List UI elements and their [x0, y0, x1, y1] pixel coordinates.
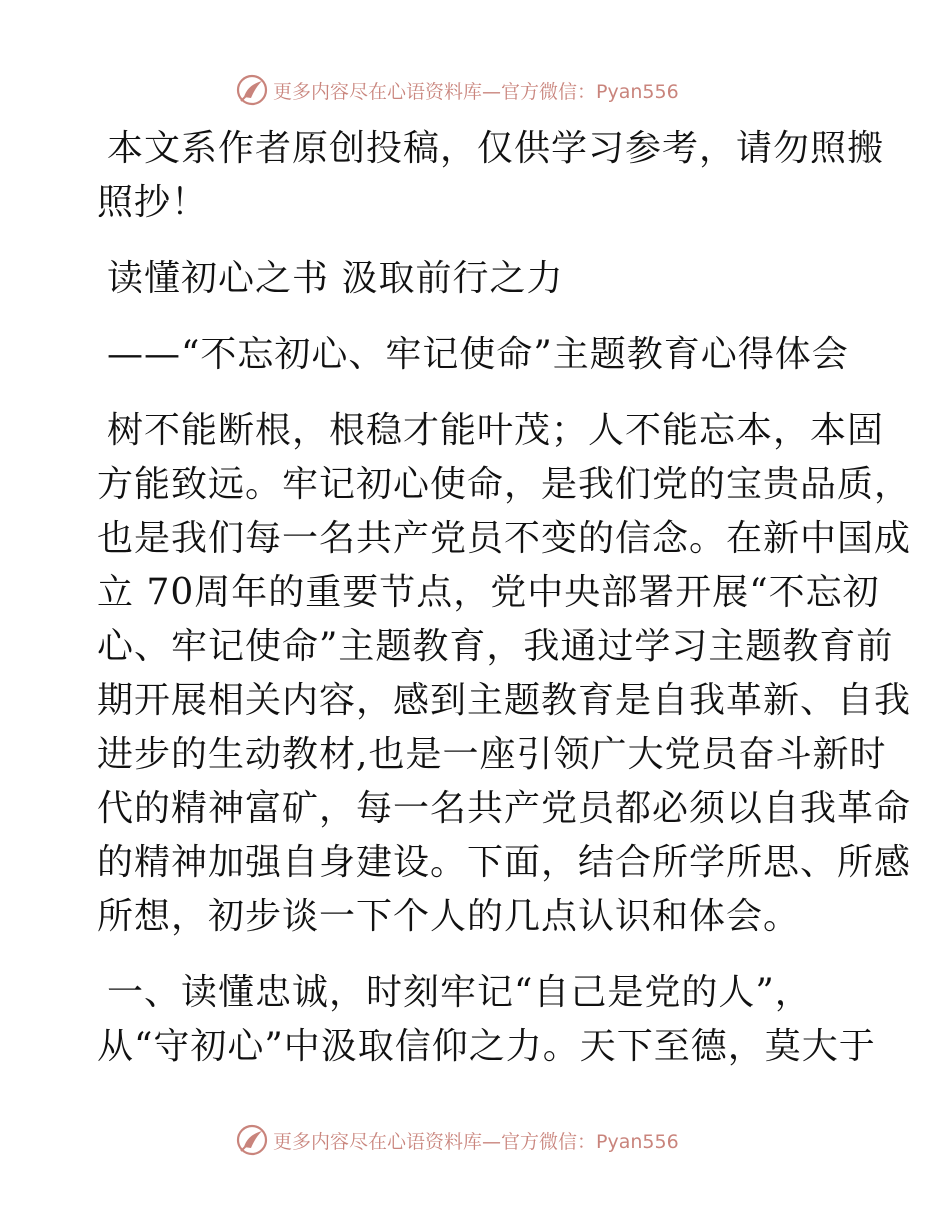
- document-subtitle: ——“不忘初心、牢记使命”主题教育心得体会: [107, 334, 849, 375]
- paragraph-line: 的精神加强自身建设。下面，结合所学所思、所感: [97, 842, 912, 883]
- watermark-text: 更多内容尽在心语资料库—官方微信：Pyan556: [273, 80, 679, 103]
- notice-line-2: 照抄！: [97, 182, 209, 223]
- paragraph-intro: [97, 404, 912, 944]
- paragraph-line: 期开展相关内容，感到主题教育是自我革新、自我: [97, 680, 912, 721]
- watermark-footer: [235, 1122, 679, 1158]
- watermark-header: [235, 72, 679, 108]
- paragraph-line: 也是我们每一名共产党员不变的信念。在新中国成: [97, 518, 912, 559]
- document-title: 读懂初心之书 汲取前行之力: [107, 258, 564, 299]
- paragraph-line: 从“守初心”中汲取信仰之力。天下至德，莫大于: [97, 1026, 876, 1067]
- section-one: [97, 966, 876, 1074]
- paragraph-line: 代的精神富矿，每一名共产党员都必须以自我革命: [97, 788, 912, 829]
- paragraph-line: 立 70周年的重要节点，党中央部署开展“不忘初: [97, 572, 880, 613]
- brand-logo-icon: [235, 73, 269, 107]
- paragraph-line: 心、牢记使命”主题教育，我通过学习主题教育前: [97, 626, 894, 667]
- document-body: [97, 122, 912, 1074]
- paragraph-line: 进步的生动教材,也是一座引领广大党员奋斗新时: [97, 734, 887, 775]
- watermark-text: 更多内容尽在心语资料库—官方微信：Pyan556: [273, 1130, 679, 1153]
- section-heading: 一、读懂忠诚，时刻牢记“自己是党的人”，: [107, 972, 812, 1013]
- paragraph-line: 所想，初步谈一下个人的几点认识和体会。: [97, 896, 801, 937]
- paragraph-line: 方能致远。牢记初心使命，是我们党的宝贵品质，: [97, 464, 912, 505]
- paragraph-line: 树不能断根，根稳才能叶茂；人不能忘本，本固: [107, 410, 885, 451]
- notice-line-1: 本文系作者原创投稿，仅供学习参考，请勿照搬: [107, 128, 885, 169]
- brand-logo-icon: [235, 1123, 269, 1157]
